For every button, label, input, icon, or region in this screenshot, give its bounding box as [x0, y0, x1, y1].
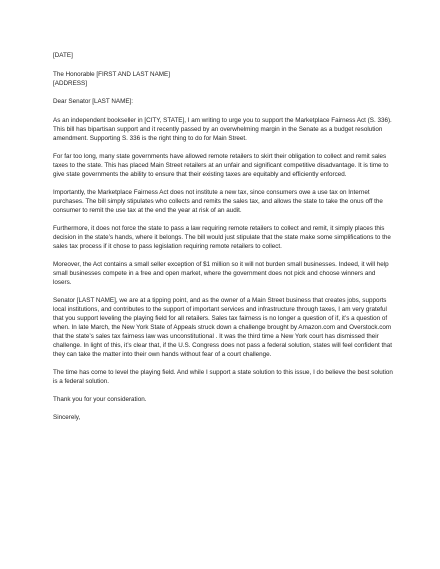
thanks-line: Thank you for your consideration.: [53, 395, 147, 403]
paragraph-state-governments: For far too long, many state governments have allowed remote retailers to skirt their obligation to collect and remit sales taxes to the state. This has placed Main Street retailers at an unfair and significant competitive disadvantage. It is time to give state governments the ability to ensure that their existing taxes are equitably and efficiently enforced.: [53, 152, 389, 178]
closing-line: Sincerely,: [53, 413, 81, 421]
paragraph-state-decision: Furthermore, it does not force the state to pass a law requiring remote retailers to collect and remit, it simply places this decision in the state’s hands, where it belongs. The bill would just stipulate that the state make some simplifications to the sales tax process if it chose to pass legislation requiring remote retailers to collect.: [53, 224, 391, 250]
recipient-name: The Honorable [FIRST AND LAST NAME]: [53, 70, 171, 78]
paragraph-tipping-point: Senator [LAST NAME], we are at a tipping point, and as the owner of a Main Street business that creates jobs, supports local institutions, and contributes to the support of important services and infrastructure through taxes, I am very grateful that you support leveling the playing field for all retailers. Sales tax fairness is no longer a question of if, it’s a question of when. In late March, the New York State of Appeals struck down a challenge brought by Amazon.com and Overstock.com that the state’s sales tax fairness law was unconstitutional . It was the third time a New York court has dismissed their challenge. In light of this, it’s clear that, if the U.S. Congress does not pass a federal solution, states will feel confident that they can take the matter into their own hands without fear of a court challenge.: [53, 296, 393, 358]
salutation: Dear Senator [LAST NAME]:: [53, 98, 134, 105]
recipient-address: [ADDRESS]: [53, 79, 87, 87]
paragraph-small-seller: Moreover, the Act contains a small seller exception of $1 million so it will not burden small businesses. Indeed, it will help small businesses compete in a free and open market, where the government does not pick and choose winners and losers.: [53, 260, 389, 286]
paragraph-no-new-tax: Importantly, the Marketplace Fairness Act does not institute a new tax, since consumers owe a use tax on Internet purchases. The bill simply stipulates who collects and remits the sales tax, and allows the state to take the onus off the consumer to remit the use tax at the end the year at risk of an audit.: [53, 188, 383, 214]
letter-date: [DATE]: [53, 52, 73, 59]
letter-body: [53, 51, 393, 431]
paragraph-federal-solution: The time has come to level the playing field. And while I support a state solution to this issue, I do believe the best solution is a federal solution.: [53, 368, 393, 385]
paragraph-intro: As an independent bookseller in [CITY, STATE], I am writing to urge you to support the Marketplace Fairness Act (S. 336). This bill has bipartisan support and it recently passed by an overwhelming margin in the Senate as a budget resolution amendment. Supporting S. 336 is the right thing to do for Main Street.: [53, 116, 392, 142]
